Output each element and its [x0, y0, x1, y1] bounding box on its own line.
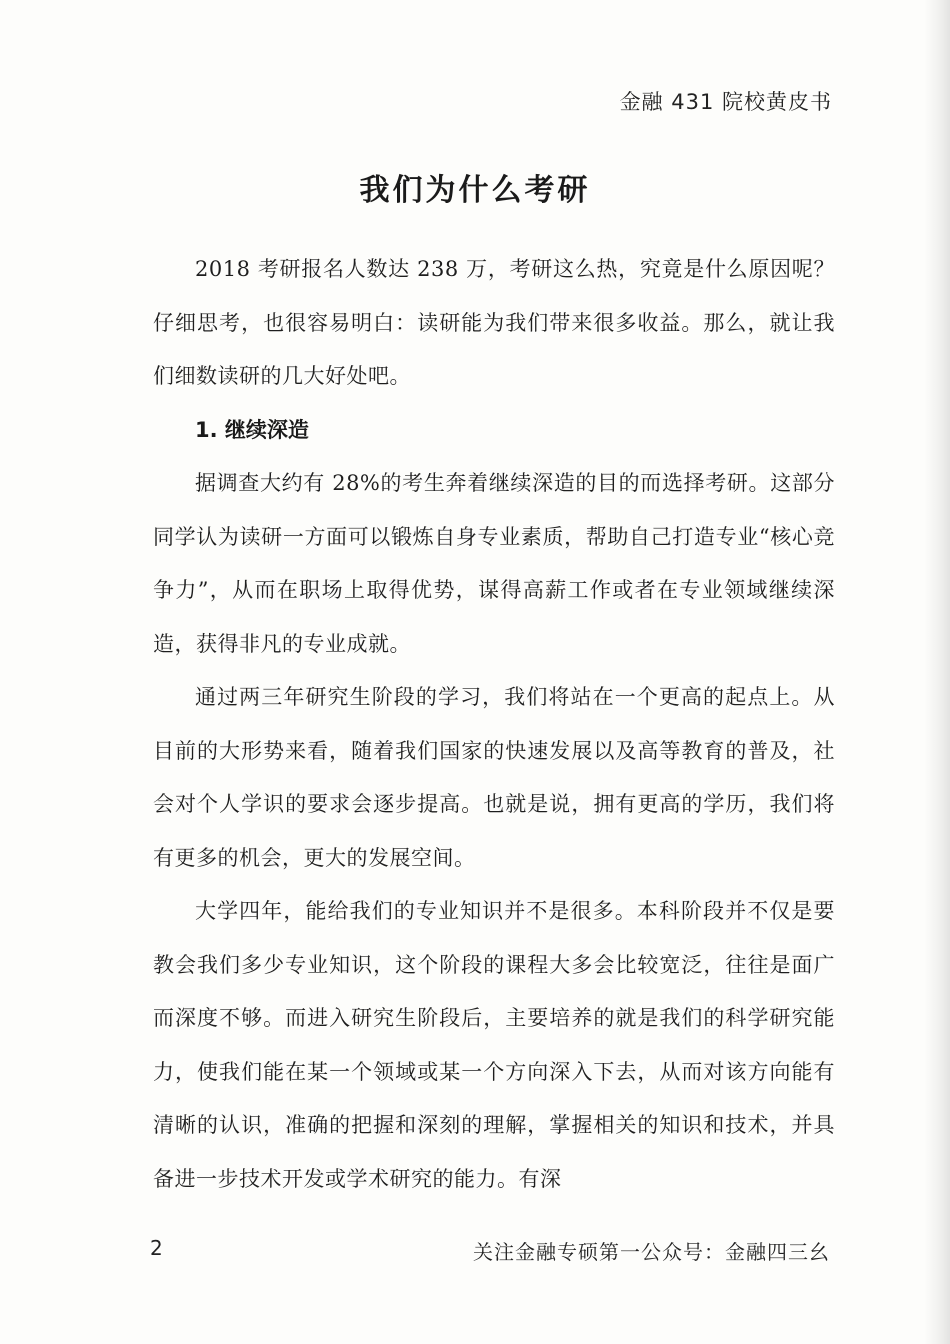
- body-paragraph-3: 大学四年，能给我们的专业知识并不是很多。本科阶段并不仅是要教会我们多少专业知识，这个阶段的课程大多会比较宽泛，往往是面广而深度不够。而进入研究生阶段后，主要培养的就是我们的科学研究能力，使我们能在某一个领域或某一个方向深入下去，从而对该方向能有清晰的认识，准确的把握和深刻的理解，掌握相关的知识和技术，并具备进一步技术开发或学术研究的能力。有深: [153, 899, 835, 1191]
- page-number: 2: [150, 1236, 163, 1260]
- body-paragraph-2: 通过两三年研究生阶段的学习，我们将站在一个更高的起点上。从目前的大形势来看，随着我们国家的快速发展以及高等教育的普及，社会对个人学识的要求会逐步提高。也就是说，拥有更高的学历，我们将有更多的机会，更大的发展空间。: [153, 685, 835, 870]
- page-title: 我们为什么考研: [359, 173, 591, 208]
- body-paragraph-1: 据调查大约有 28%的考生奔着继续深造的目的而选择考研。这部分同学认为读研一方面可以锻炼自身专业素质，帮助自己打造专业“核心竞争力”，从而在职场上取得优势，谋得高薪工作或者在专业领域继续深造，获得非凡的专业成就。: [153, 471, 835, 656]
- running-header-book-title: 金融 431 院校黄皮书: [619, 90, 832, 114]
- body-content: [153, 243, 835, 1206]
- section-heading-continue-study: 1. 继续深造: [195, 417, 309, 442]
- intro-paragraph: 2018 考研报名人数达 238 万，考研这么热，究竟是什么原因呢？仔细思考，也很容易明白：读研能为我们带来很多收益。那么，就让我们细数读研的几大好处吧。: [153, 257, 835, 388]
- footer-note: 关注金融专硕第一公众号：金融四三幺: [473, 1240, 830, 1264]
